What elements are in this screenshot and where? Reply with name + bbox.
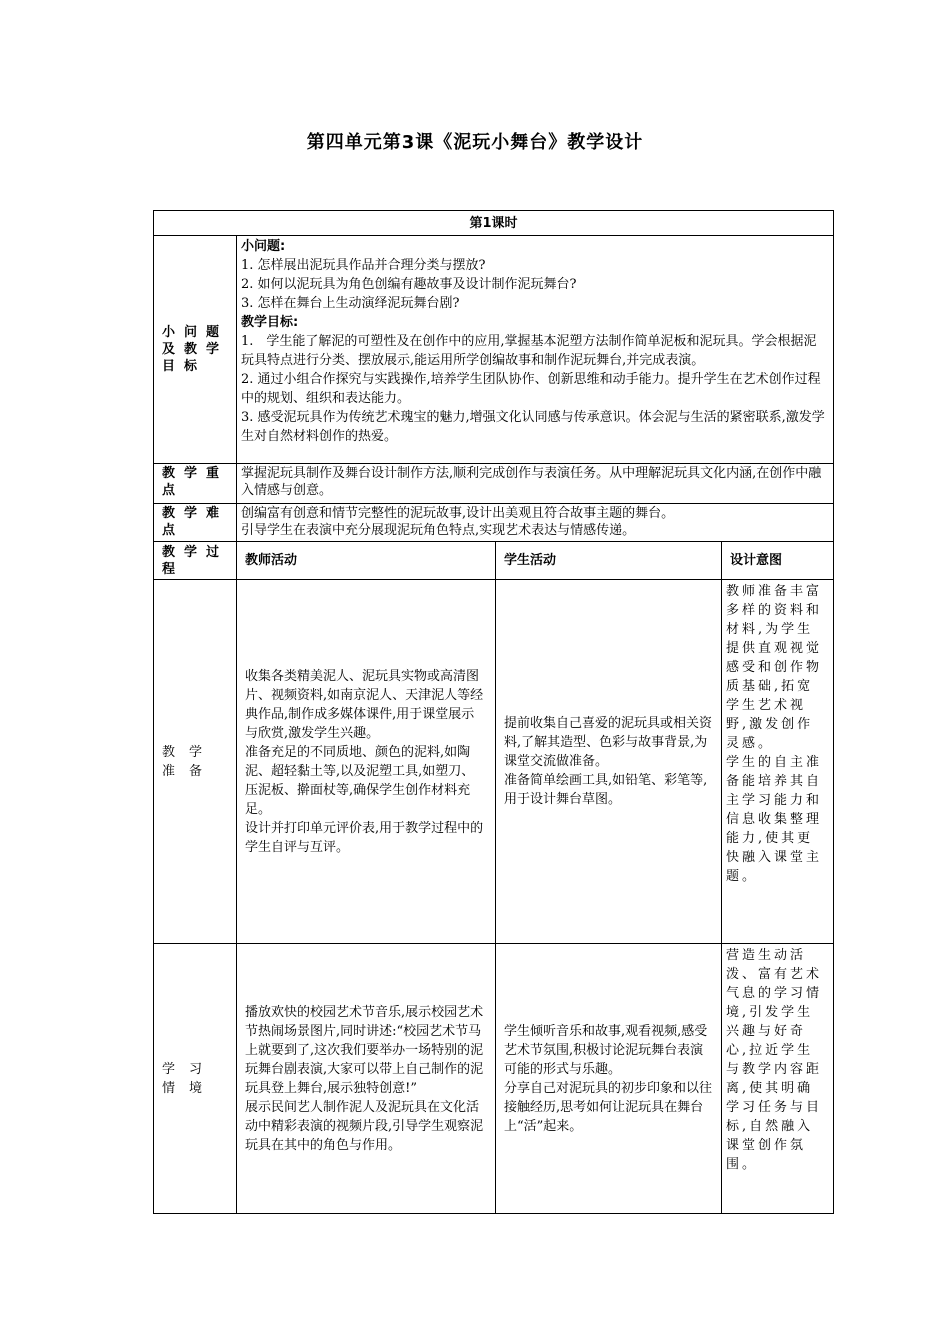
session-title: 第1课时 [154,211,834,236]
difficulties-content [237,504,834,542]
question-item: 1. 怎样展出泥玩具作品并合理分类与摆放? [241,258,486,273]
student-activity-item: 提前收集自己喜爱的泥玩具或相关资料,了解其造型、色彩与故事背景,为课堂交流做准备。 [504,716,713,769]
question-item: 2. 如何以泥玩具为角色创编有趣故事及设计制作泥玩舞台? [241,277,577,292]
teacher-activity-item: 设计并打印单元评价表,用于教学过程中的学生自评与互评。 [245,820,484,855]
stage-label: 教学准备 [154,580,237,944]
difficulty-item: 创编富有创意和情节完整性的泥玩故事,设计出美观且符合故事主题的舞台。 [241,506,675,521]
key-points-label: 教学重点 [154,464,237,504]
objectives-heading: 教学目标: [241,315,299,330]
objective-item: 2. 通过小组合作探究与实践操作,培养学生团队协作、创新思维和动手能力。提升学生在艺术创作过程中的规划、组织和表达能力。 [241,372,821,406]
difficulties-row [154,504,834,542]
teacher-activity-item: 展示民间艺人制作泥人及泥玩具在文化活动中精彩表演的视频片段,引导学生观察泥玩具在其中的角色与作用。 [245,1099,484,1153]
stage-row [154,580,834,944]
objective-item: 1. 学生能了解泥的可塑性及在创作中的应用,掌握基本泥塑方法制作简单泥板和泥玩具。学会根据泥玩具特点进行分类、摆放展示,能运用所学创编故事和制作泥玩舞台,并完成表演。 [241,334,817,368]
questions-heading: 小问题: [241,239,286,254]
process-label: 教学过程 [154,542,237,580]
difficulties-label: 教学难点 [154,504,237,542]
student-activity-item: 准备简单绘画工具,如铅笔、彩笔等,用于设计舞台草图。 [504,773,708,807]
goals-content [237,236,834,464]
design-intent-item: 学生的自主准备能培养其自主学习能力和信息收集整理能力,使其更快融入课堂主题。 [726,755,823,884]
difficulty-item: 引导学生在表演中充分展现泥玩角色特点,实现艺术表达与情感传递。 [241,523,636,538]
design-intent-item: 营造生动活泼、富有艺术气息的学习情境,引发学生兴趣与好奇心,拉近学生与教学内容距离,使其明确学习任务与目标,自然融入课堂创作氛围。 [726,948,823,1172]
page-title: 第四单元第3课《泥玩小舞台》教学设计 [306,132,644,153]
key-points-text: 掌握泥玩具制作及舞台设计制作方法,顺利完成创作与表演任务。从中理解泥玩具文化内涵,在创作中融入情感与创意。 [237,464,834,504]
key-points-row [154,464,834,504]
design-intent-item: 教师准备丰富多样的资料和材料,为学生提供直观视觉感受和创作物质基础,拓宽学生艺术视野,激发创作灵感。 [726,584,823,751]
session-row [154,211,834,236]
teacher-activity-cell [237,944,496,1214]
teacher-activity-item: 收集各类精美泥人、泥玩具实物或高清图片、视频资料,如南京泥人、天津泥人等经典作品,制作成多媒体课件,用于课堂展示与欣赏,激发学生兴趣。 [245,668,484,741]
design-intent-cell [722,580,834,944]
student-activity-item: 学生倾听音乐和故事,观看视频,感受艺术节氛围,积极讨论泥玩舞台表演可能的形式与乐趣。 [504,1023,708,1077]
teacher-activity-header: 教师活动 [237,542,496,580]
design-intent-cell [722,944,834,1214]
teacher-activity-cell [237,580,496,944]
question-item: 3. 怎样在舞台上生动演绎泥玩舞台剧? [241,296,460,311]
design-intent-header: 设计意图 [722,542,834,580]
stage-row [154,944,834,1214]
student-activity-cell [496,580,722,944]
goals-row [154,236,834,464]
process-header-row [154,542,834,580]
goals-label: 小问题及教学目标 [154,236,237,464]
teacher-activity-item: 准备充足的不同质地、颜色的泥料,如陶泥、超轻黏土等,以及泥塑工具,如塑刀、压泥板、擀面杖等,确保学生创作材料充足。 [245,744,475,817]
stage-label: 学习情境 [154,944,237,1214]
student-activity-cell [496,944,722,1214]
student-activity-item: 分享自己对泥玩具的初步印象和以往接触经历,思考如何让泥玩具在舞台上“活”起来。 [504,1080,713,1134]
objective-item: 3. 感受泥玩具作为传统艺术瑰宝的魅力,增强文化认同感与传承意识。体会泥与生活的紧密联系,激发学生对自然材料创作的热爱。 [241,410,825,444]
student-activity-header: 学生活动 [496,542,722,580]
lesson-plan-table [153,210,834,1214]
teacher-activity-item: 播放欢快的校园艺术节音乐,展示校园艺术节热闹场景图片,同时讲述:“校园艺术节马上就要到了,这次我们要举办一场特别的泥玩舞台剧表演,大家可以带上自己制作的泥玩具登上舞台,展示独特创意!” [245,1004,484,1096]
